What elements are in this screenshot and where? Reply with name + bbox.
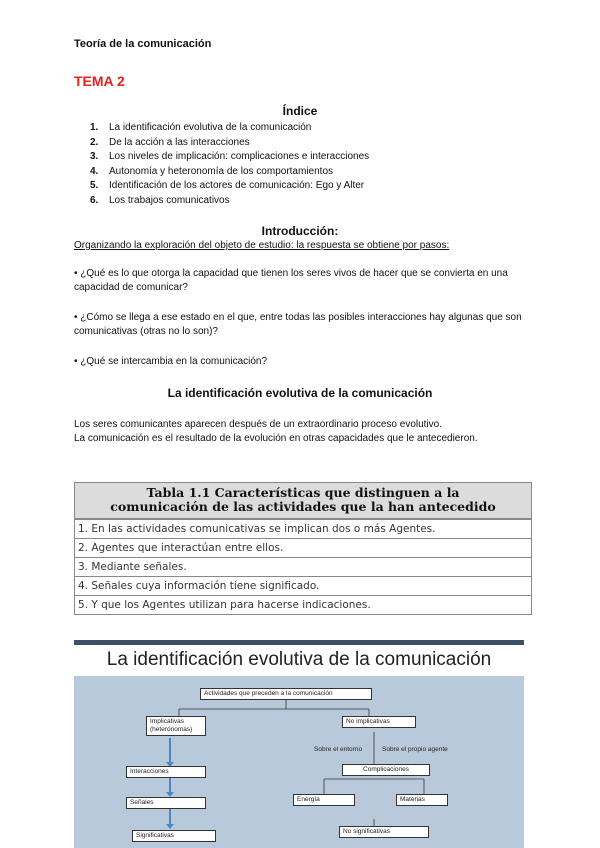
index-item-number: 2. (90, 136, 99, 148)
table-title-line-1: Tabla 1.1 Características que distinguen a la (146, 485, 460, 500)
index-item-text: Los niveles de implicación: complicaciones e interacciones (109, 151, 370, 163)
index-item-number: 3. (90, 151, 99, 163)
diagram-connectors (74, 676, 524, 848)
index-item-number: 6. (90, 194, 99, 206)
index-item (90, 121, 369, 136)
index-item-number: 1. (90, 122, 99, 133)
table-row: 2. Agentes que interactúan entre ellos. (75, 538, 531, 557)
section-paragraph-2: La comunicación es el resultado de la evolución en otras capacidades que le antecedieron. (74, 433, 478, 444)
index-item-text: La identificación evolutiva de la comunicación (109, 122, 312, 133)
diagram-no-significativas-box: No significativas (339, 826, 429, 838)
intro-question-2: • ¿Cómo se llega a ese estado en el que, entre todas las posibles interacciones hay algunas que son comunicativas (otras no lo son)? (74, 312, 522, 337)
document-title: Teoría de la comunicación (74, 38, 212, 50)
slide-title: La identificación evolutiva de la comunicación (106, 649, 492, 670)
index-heading: Índice (282, 104, 318, 118)
characteristics-table (74, 482, 532, 615)
tema-heading: TEMA 2 (74, 73, 125, 89)
index-item (90, 179, 369, 194)
diagram-significativas-box: Significativas (132, 830, 216, 842)
index-item (90, 194, 369, 209)
diagram-interacciones-box: Interacciones (126, 766, 206, 778)
diagram-sobre-entorno-label: Sobre el entorno (314, 746, 363, 753)
diagram-no-implicativas-box: No implicativas (342, 716, 416, 728)
intro-heading: Introducción: (261, 224, 339, 238)
section-heading: La identificación evolutiva de la comunicación (167, 386, 433, 400)
intro-question-3: • ¿Qué se intercambia en la comunicación? (74, 356, 268, 367)
index-item-number: 4. (90, 165, 99, 177)
table-row: 3. Mediante señales. (75, 557, 531, 576)
diagram-sobre-agente-label: Sobre el propio agente (382, 746, 448, 753)
index-item (90, 136, 369, 151)
diagram-root-box: Actividades que preceden a la comunicación (200, 688, 372, 700)
table-title (75, 483, 531, 519)
table-row: 1. En las actividades comunicativas se implican dos o más Agentes. (75, 519, 531, 538)
diagram-materias-box: Materias (396, 794, 448, 806)
diagram-energia-box: Energía (293, 794, 355, 806)
slide-diagram (74, 676, 524, 848)
intro-subtitle: Organizando la exploración del objeto de estudio: la respuesta se obtiene por pasos: (74, 240, 450, 251)
index-item-text: Los trabajos comunicativos (109, 194, 230, 206)
index-item-text: De la acción a las interacciones (109, 136, 250, 148)
index-item-text: Identificación de los actores de comunicación: Ego y Alter (109, 180, 365, 192)
slide-image (74, 640, 524, 848)
table-title-line-2: comunicación de las actividades que la han antecedido (110, 499, 496, 514)
slide-top-bar (74, 640, 524, 645)
diagram-complicaciones-box: Complicaciones (342, 764, 430, 776)
index-item (90, 150, 369, 165)
index-item-text: Autonomía y heteronomía de los comportamientos (109, 165, 334, 177)
index-item (90, 165, 369, 180)
index-item-number: 5. (90, 180, 99, 192)
diagram-senales-box: Señales (126, 797, 206, 809)
table-row: 4. Señales cuya información tiene significado. (75, 576, 531, 595)
diagram-implicativas-box: Implicativas (heterónomas) (146, 716, 206, 736)
table-row: 5. Y que los Agentes utilizan para hacerse indicaciones. (75, 595, 531, 614)
index-list (90, 121, 369, 209)
intro-question-1: • ¿Qué es lo que otorga la capacidad que tienen los seres vivos de hacer que se convierta en una capacidad de comunicar? (74, 268, 508, 293)
section-paragraph-1: Los seres comunicantes aparecen después de un extraordinario proceso evolutivo. (74, 419, 442, 430)
